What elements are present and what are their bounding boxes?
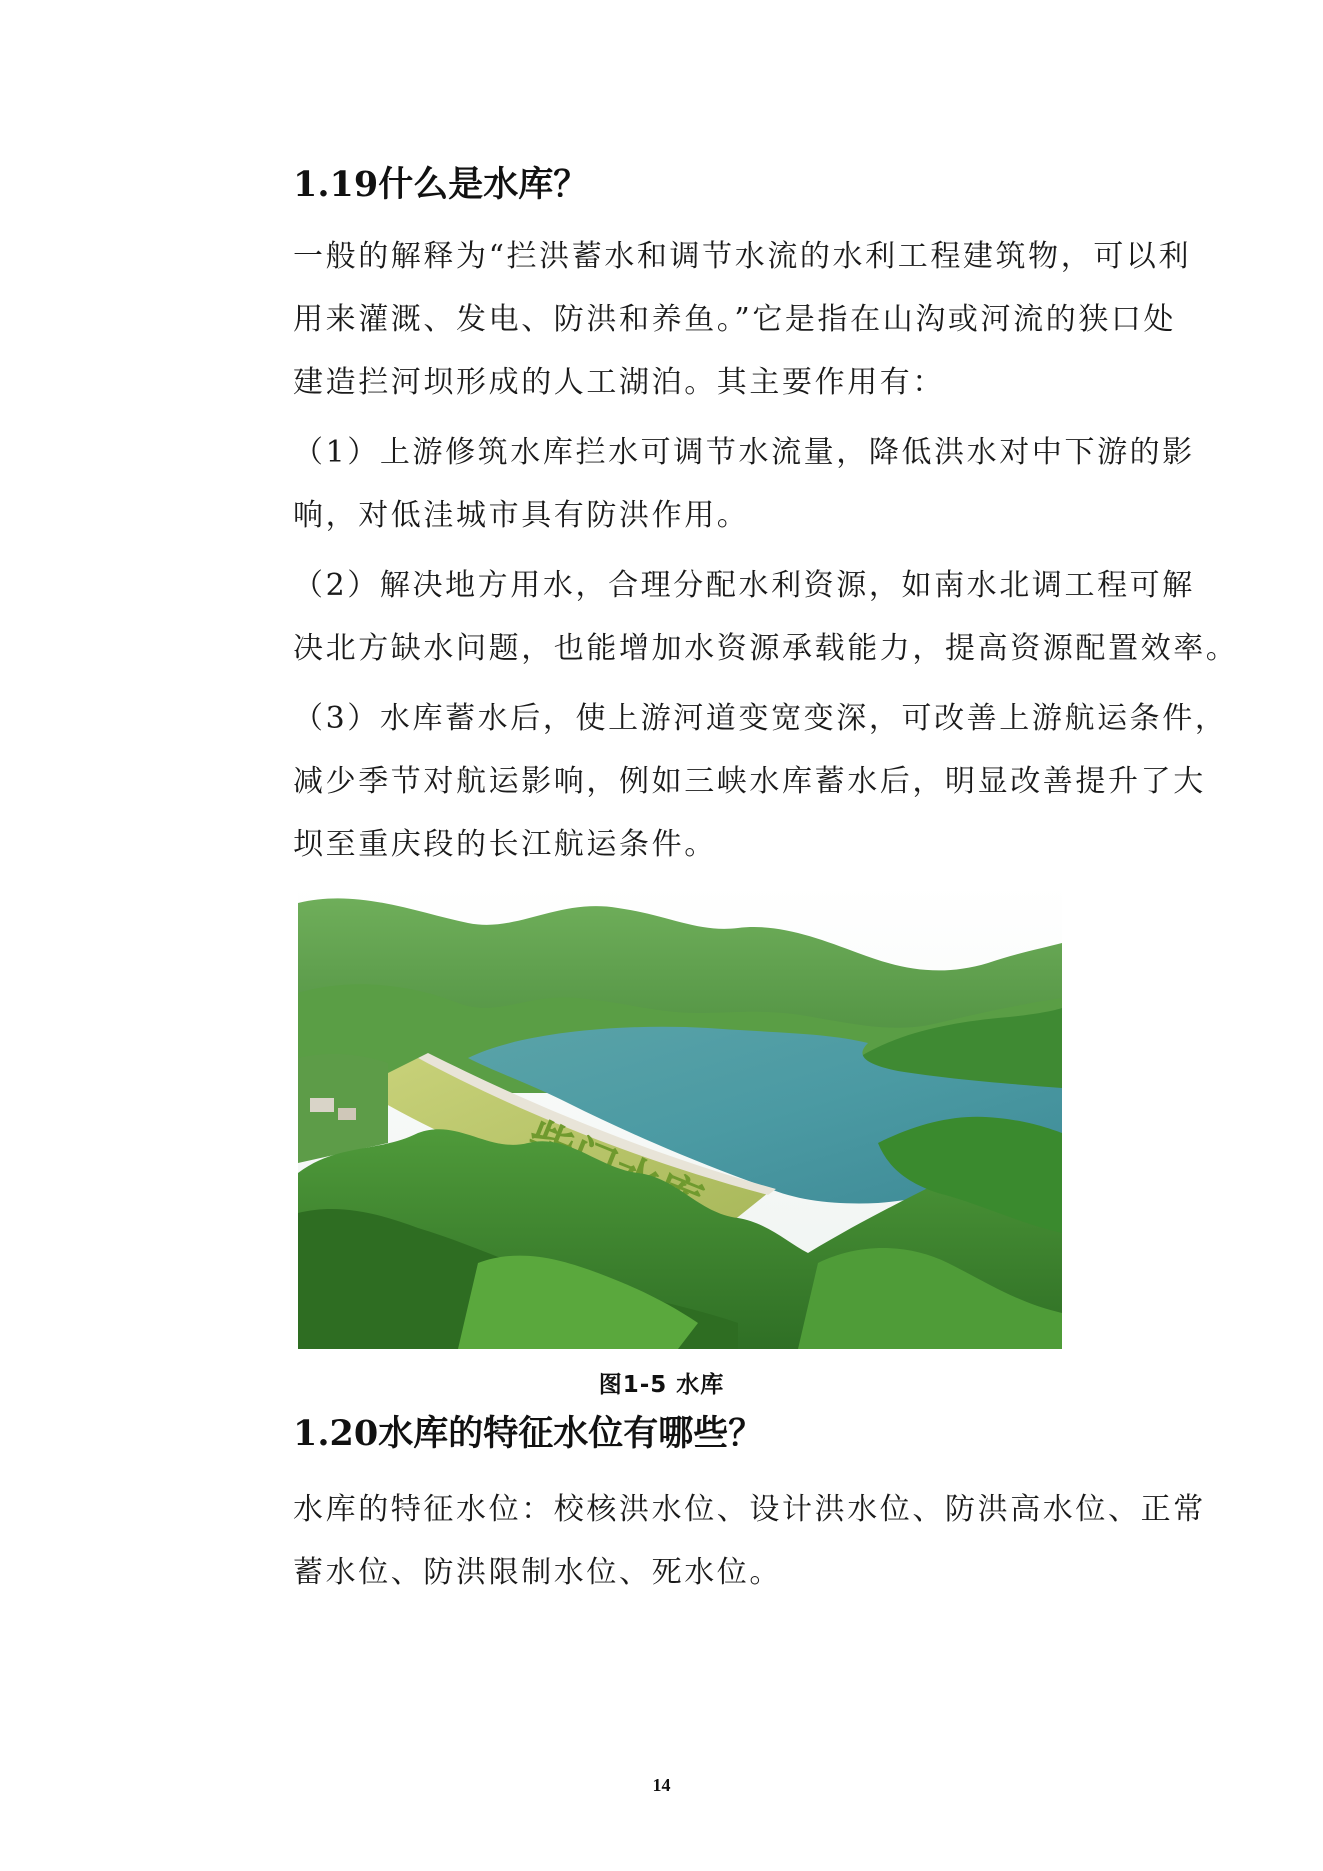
paragraph-line: 一般的解释为“拦洪蓄水和调节水流的水利工程建筑物，可以利 <box>293 239 1192 274</box>
paragraph-line: （3）水库蓄水后，使上游河道变宽变深，可改善上游航运条件， <box>293 701 1228 736</box>
list-item-1 <box>293 421 1193 547</box>
paragraph-line: （1）上游修筑水库拦水可调节水流量，降低洪水对中下游的影 <box>293 435 1195 470</box>
paragraph-line: 减少季节对航运影响，例如三峡水库蓄水后，明显改善提升了大 <box>293 764 1206 799</box>
list-item-3 <box>293 687 1228 876</box>
intro-paragraph <box>293 225 1193 414</box>
paragraph-line: （2）解决地方用水，合理分配水利资源，如南水北调工程可解 <box>293 568 1195 603</box>
section2-paragraph <box>293 1478 1206 1604</box>
section-heading-1-19: 1.19什么是水库？ <box>293 164 589 205</box>
paragraph-line: 蓄水位、防洪限制水位、死水位。 <box>293 1555 782 1590</box>
paragraph-line: 水库的特征水位：校核洪水位、设计洪水位、防洪高水位、正常 <box>293 1492 1206 1527</box>
paragraph-line: 坝至重庆段的长江航运条件。 <box>293 827 717 862</box>
paragraph-line: 决北方缺水问题，也能增加水资源承载能力，提高资源配置效率。 <box>293 631 1239 666</box>
reservoir-photo <box>298 883 1062 1349</box>
section-heading-1-20: 1.20水库的特征水位有哪些？ <box>293 1413 764 1454</box>
list-item-2 <box>293 554 1239 680</box>
figure-caption: 图1-5 水库 <box>598 1372 725 1398</box>
building <box>310 1098 334 1112</box>
paragraph-line: 用来灌溉、发电、防洪和养鱼。”它是指在山沟或河流的狭口处 <box>293 302 1177 337</box>
page-number: 14 <box>652 1775 671 1795</box>
building <box>338 1108 356 1120</box>
paragraph-line: 响，对低洼城市具有防洪作用。 <box>293 498 750 533</box>
paragraph-line: 建造拦河坝形成的人工湖泊。其主要作用有： <box>293 365 945 400</box>
